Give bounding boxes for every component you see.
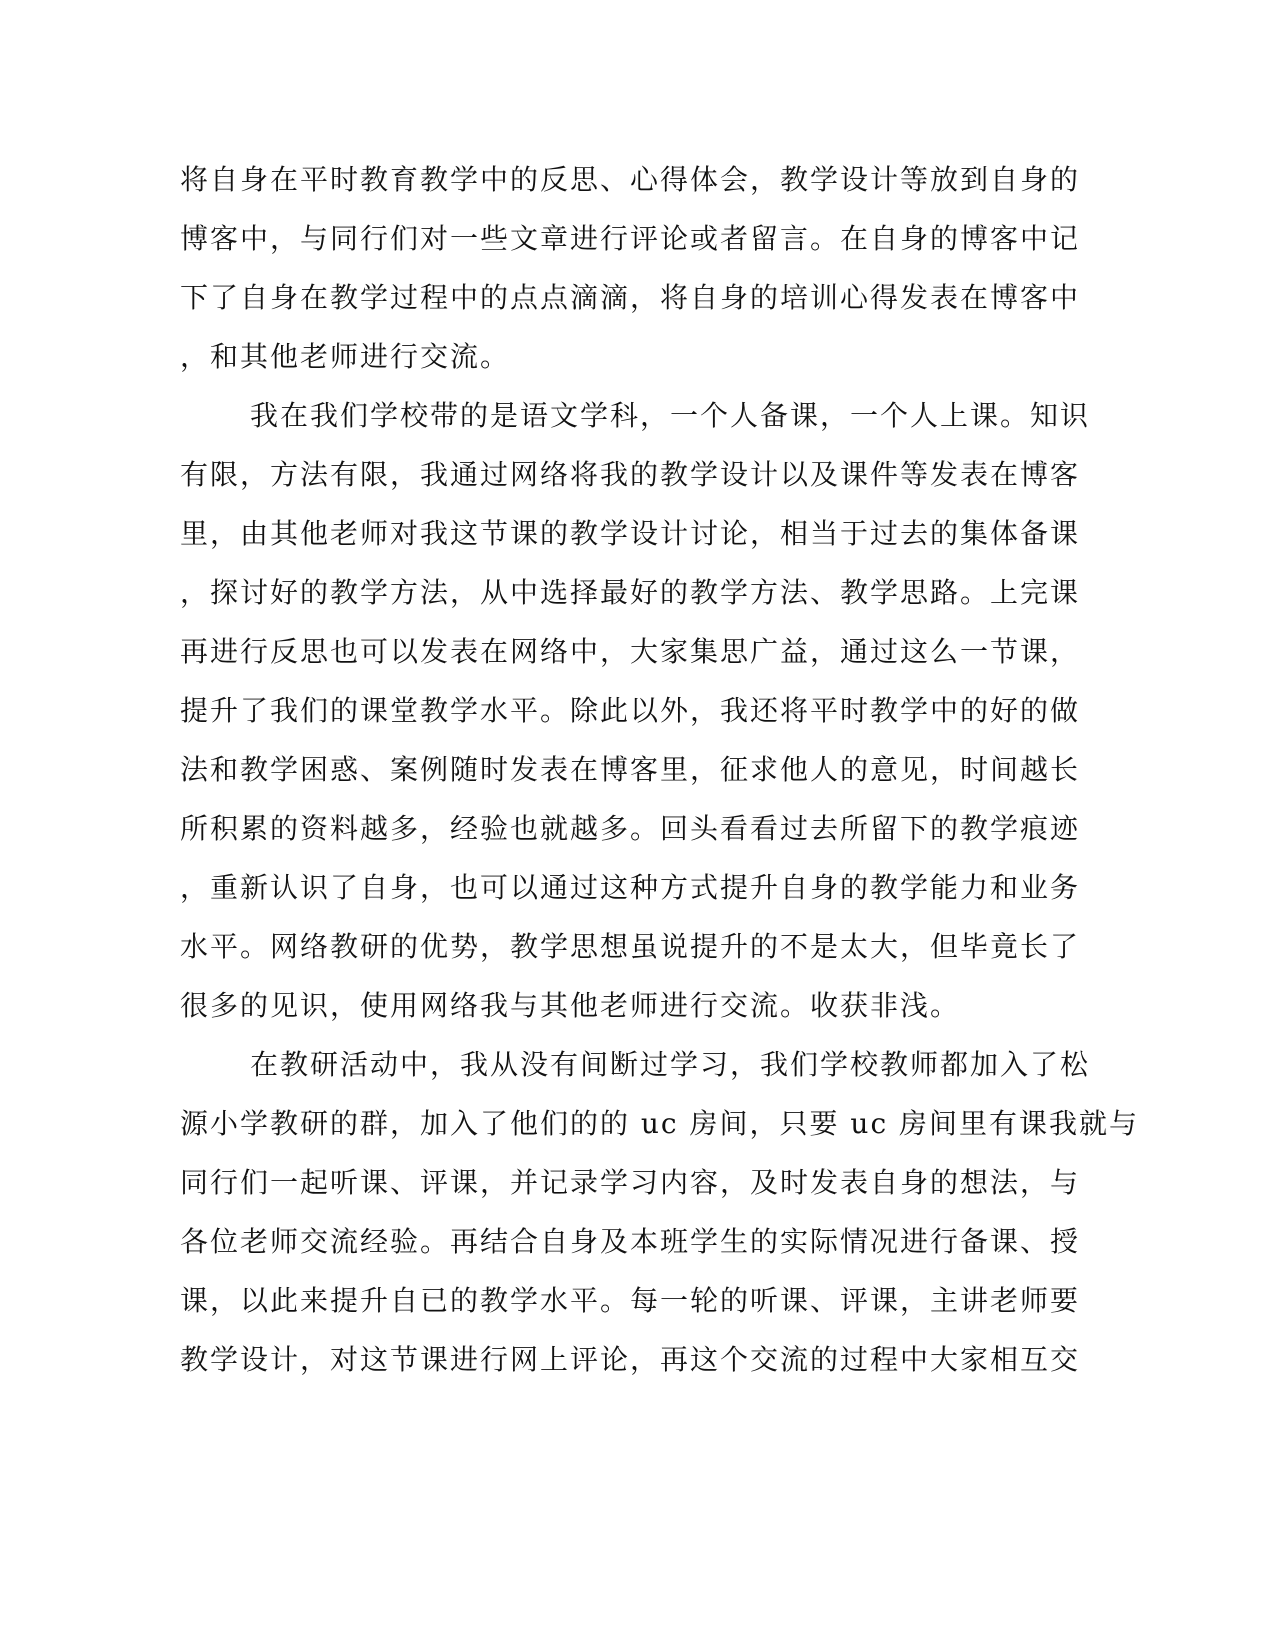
text-line: 教学设计，对这节课进行网上评论，再这个交流的过程中大家相互交	[180, 1343, 1081, 1376]
text-line: 水平。网络教研的优势，教学思想虽说提升的不是太大，但毕竟长了	[180, 930, 1081, 963]
text-line: 里，由其他老师对我这节课的教学设计讨论，相当于过去的集体备课	[180, 517, 1081, 550]
text-line: 各位老师交流经验。再结合自身及本班学生的实际情况进行备课、授	[180, 1225, 1081, 1258]
text-line: 在教研活动中，我从没有间断过学习，我们学校教师都加入了松	[250, 1048, 1091, 1081]
text-line: 法和教学困惑、案例随时发表在博客里，征求他人的意见，时间越长	[180, 753, 1081, 786]
text-line: 我在我们学校带的是语文学科，一个人备课，一个人上课。知识	[250, 399, 1091, 432]
text-line: 同行们一起听课、评课，并记录学习内容，及时发表自身的想法，与	[180, 1166, 1081, 1199]
text-line: 再进行反思也可以发表在网络中，大家集思广益，通过这么一节课，	[180, 635, 1081, 668]
text-line: ，探讨好的教学方法，从中选择最好的教学方法、教学思路。上完课	[180, 576, 1081, 609]
text-line: 所积累的资料越多，经验也就越多。回头看看过去所留下的教学痕迹	[180, 812, 1081, 845]
text-line: 提升了我们的课堂教学水平。除此以外，我还将平时教学中的好的做	[180, 694, 1081, 727]
text-line: 源小学教研的群，加入了他们的的 uc 房间，只要 uc 房间里有课我就与	[180, 1107, 1140, 1140]
text-line: 课，以此来提升自已的教学水平。每一轮的听课、评课，主讲老师要	[180, 1284, 1081, 1317]
text-line: 有限，方法有限，我通过网络将我的教学设计以及课件等发表在博客	[180, 458, 1081, 491]
text-line: ，重新认识了自身，也可以通过这种方式提升自身的教学能力和业务	[180, 871, 1081, 904]
text-line: 下了自身在教学过程中的点点滴滴，将自身的培训心得发表在博客中	[180, 281, 1081, 314]
text-line: 将自身在平时教育教学中的反思、心得体会，教学设计等放到自身的	[180, 163, 1081, 196]
text-line: 博客中，与同行们对一些文章进行评论或者留言。在自身的博客中记	[180, 222, 1081, 255]
text-line: 很多的见识，使用网络我与其他老师进行交流。收获非浅。	[180, 989, 961, 1022]
text-line: ，和其他老师进行交流。	[180, 340, 511, 373]
